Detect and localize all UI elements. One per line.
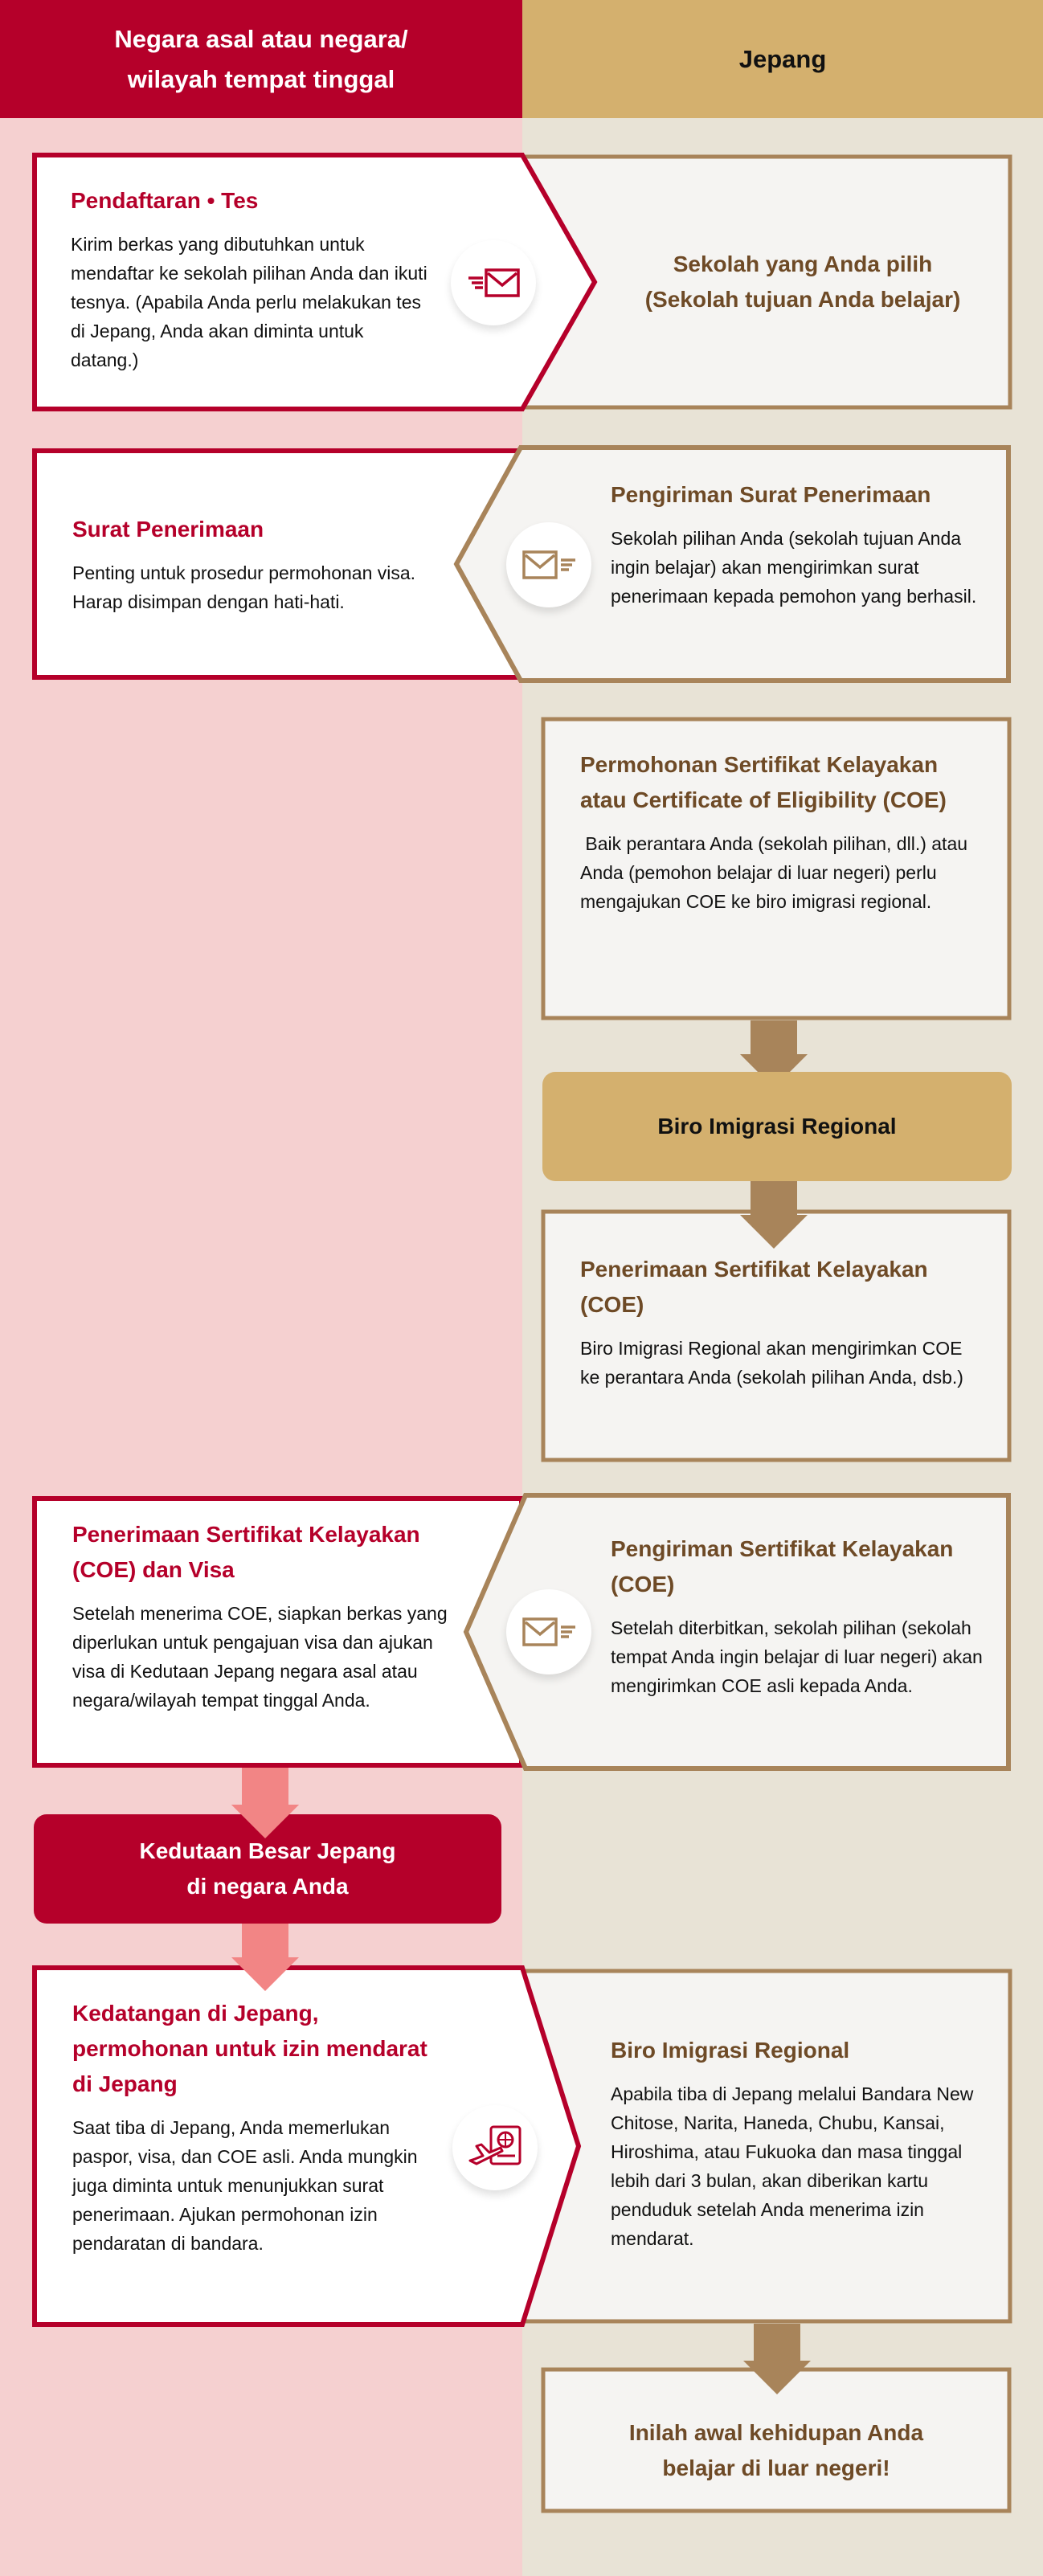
arrival-bureau-title: Biro Imigrasi Regional [611, 2038, 850, 2063]
school-box [595, 154, 1011, 410]
send-mail-icon [451, 240, 536, 325]
registration-body: Kirim berkas yang dibutuhkan untuk mendaftar ke sekolah pilihan Anda dan ikuti tesnya. (Apabila Anda perlu melakukan tes di Jepang, Anda akan diminta untuk datang.) [71, 234, 427, 370]
arrow-down-icon [743, 2324, 811, 2393]
school-title-line1: Sekolah yang Anda pilih [673, 251, 933, 276]
mail-icon [506, 522, 591, 607]
registration-title: Pendaftaran • Tes [71, 188, 259, 213]
coe-receipt-body: Biro Imigrasi Regional akan mengirimkan COE ke perantara Anda (sekolah pilihan Anda, dsb.) [580, 1338, 963, 1388]
coe-application-box [580, 747, 982, 916]
send-coe-title: Pengiriman Sertifikat Kelayakan (COE) [611, 1536, 954, 1597]
header-home-country [0, 0, 522, 118]
acceptance-letter-title: Surat Penerimaan [72, 517, 264, 542]
send-acceptance-title: Pengiriman Surat Penerimaan [611, 482, 931, 507]
coe-visa-box [72, 1517, 450, 1715]
header-japan-title: Jepang [738, 44, 827, 73]
send-acceptance-body: Sekolah pilihan Anda (sekolah tujuan Anda ingin belajar) akan mengirimkan surat penerimaan kepada pemohon yang berhasil. [611, 528, 977, 607]
arrow-down-icon [740, 1181, 808, 1247]
mail-icon [506, 1589, 591, 1674]
coe-receipt-title: Penerimaan Sertifikat Kelayakan (COE) [580, 1257, 928, 1317]
arrival-title: Kedatangan di Jepang, permohonan untuk izin mendarat di Jepang [72, 2001, 427, 2096]
arrival-bureau-box [611, 2033, 988, 2253]
coe-application-title: Permohonan Sertifikat Kelayakan atau Certificate of Eligibility (COE) [580, 752, 947, 812]
arrival-box [72, 1996, 442, 2258]
arrow-down-icon [231, 1814, 299, 1848]
embassy-label-line1: Kedutaan Besar Jepang [139, 1838, 396, 1863]
header-home-country-line1: Negara asal atau negara/ [114, 24, 408, 53]
send-acceptance-box [611, 477, 984, 611]
send-coe-box [611, 1531, 984, 1700]
final-line1: Inilah awal kehidupan Anda [628, 2420, 924, 2445]
immigration-bureau-box [542, 1072, 1012, 1181]
acceptance-letter-box [72, 448, 450, 680]
school-title-line2: (Sekolah tujuan Anda belajar) [644, 287, 961, 312]
registration-box [71, 183, 436, 374]
final-line2: belajar di luar negeri! [662, 2455, 890, 2480]
acceptance-letter-body: Penting untuk prosedur permohonan visa. Harap disimpan dengan hati-hati. [72, 562, 416, 612]
arrow-down-icon [231, 1924, 299, 1989]
arrival-bureau-body: Apabila tiba di Jepang melalui Bandara New Chitose, Narita, Haneda, Chubu, Kansai, Hiroshima, atau Fukuoka dan masa tinggal lebih dari 3 bulan, akan diberikan kartu penduduk setelah Anda menerima izin mendarat. [611, 2083, 974, 2249]
arrival-body: Saat tiba di Jepang, Anda memerlukan paspor, visa, dan COE asli. Anda mungkin juga diminta untuk menunjukkan surat penerimaan. Ajukan permohonan izin pendaratan di bandara. [72, 2117, 418, 2254]
coe-receipt-box [580, 1252, 982, 1392]
coe-visa-body: Setelah menerima COE, siapkan berkas yang diperlukan untuk pengajuan visa dan ajukan visa di Kedutaan Jepang negara asal atau negara/wilayah tempat tinggal Anda. [72, 1603, 448, 1711]
header-japan [522, 0, 1043, 118]
coe-application-body: Baik perantara Anda (sekolah pilihan, dll.) atau Anda (pemohon belajar di luar negeri) perlu mengajukan COE ke biro imigrasi regional. [580, 833, 972, 912]
passport-plane-icon [452, 2105, 538, 2190]
header-home-country-line2: wilayah tempat tinggal [127, 64, 395, 93]
embassy-label-line2: di negara Anda [186, 1874, 349, 1899]
coe-visa-title: Penerimaan Sertifikat Kelayakan (COE) dan Visa [72, 1522, 420, 1582]
send-coe-body: Setelah diterbitkan, sekolah pilihan (sekolah tempat Anda ingin belajar di luar negeri) akan mengirimkan COE asli kepada Anda. [611, 1617, 983, 1696]
immigration-bureau-label: Biro Imigrasi Regional [657, 1114, 897, 1139]
final-box [543, 2402, 1009, 2499]
